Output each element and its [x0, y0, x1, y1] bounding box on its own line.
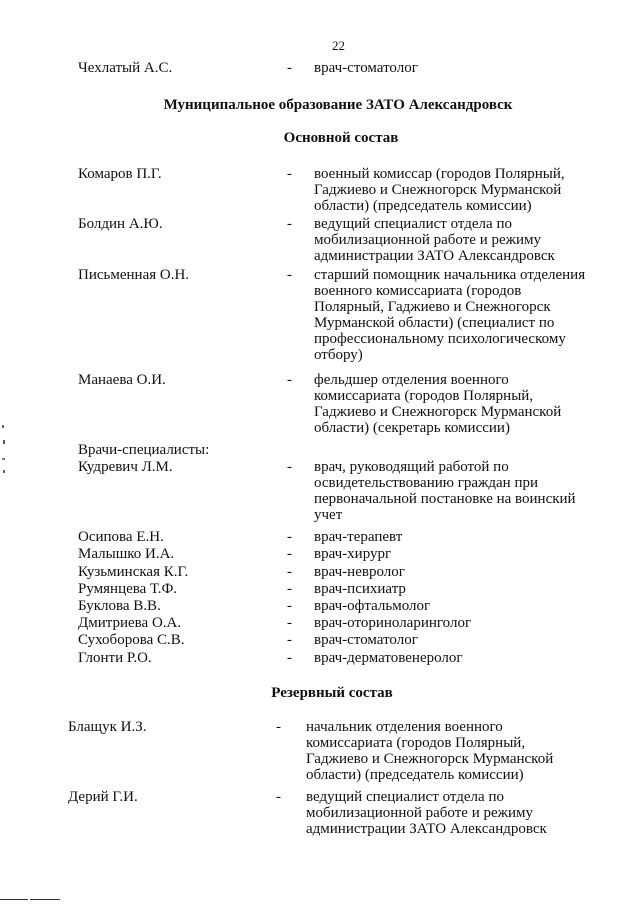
dash: -: [287, 372, 292, 388]
dash: -: [287, 615, 292, 631]
scan-artifact: [2, 420, 6, 480]
dash: -: [287, 529, 292, 545]
member-name: Болдин А.Ю.: [78, 216, 163, 232]
member-role: [314, 166, 614, 214]
dash: -: [287, 459, 292, 475]
dash: -: [287, 581, 292, 597]
doctor-name: Буклова В.В.: [78, 598, 161, 614]
dash: -: [287, 546, 292, 562]
member-role: [314, 459, 614, 523]
doctor-role: врач-невролог: [314, 564, 405, 580]
role-line: мобилизационной работе и режиму: [314, 232, 542, 248]
dash: -: [287, 60, 292, 76]
dash: -: [287, 216, 292, 232]
member-name: Дерий Г.И.: [68, 789, 138, 805]
role-line: Гаджиево и Снежногорск Мурманской: [306, 751, 554, 767]
doctor-name: Румянцева Т.Ф.: [78, 581, 178, 597]
dash: -: [276, 789, 281, 805]
doctor-role: врач-дерматовенеролог: [314, 650, 463, 666]
role-line: фельдшер отделения военного: [314, 372, 509, 388]
member-role: [306, 789, 606, 837]
doctor-name: Кузьминская К.Г.: [78, 564, 189, 580]
member-name: Письменная О.Н.: [78, 267, 190, 283]
role-line: области) (секретарь комиссии): [314, 420, 510, 436]
role-line: администрации ЗАТО Александровск: [314, 248, 555, 264]
member-name: Манаева О.И.: [78, 372, 166, 388]
scan-edge-line: [0, 899, 28, 900]
doctor-role: врач-стоматолог: [314, 632, 418, 648]
role-line: военный комиссар (городов Полярный,: [314, 166, 565, 182]
role-line: Гаджиево и Снежногорск Мурманской: [314, 182, 562, 198]
role-line: комиссариата (городов Полярный,: [314, 388, 534, 404]
doctor-role: врач-хирург: [314, 546, 392, 562]
member-name: Комаров П.Г.: [78, 166, 162, 182]
role-line: ведущий специалист отдела по: [306, 789, 504, 805]
member-role: [314, 216, 614, 264]
section-title: Муниципальное образование ЗАТО Александровск: [163, 97, 513, 113]
member-role: врач-стоматолог: [314, 60, 418, 76]
member-role: [314, 372, 614, 436]
role-line: ведущий специалист отдела по: [314, 216, 512, 232]
role-line: военного комиссариата (городов: [314, 283, 522, 299]
role-line: освидетельствованию граждан при: [314, 475, 539, 491]
doctor-role: врач-терапевт: [314, 529, 403, 545]
dash: -: [287, 598, 292, 614]
role-line: Гаджиево и Снежногорск Мурманской: [314, 404, 562, 420]
dash: -: [287, 166, 292, 182]
role-line: учет: [314, 507, 343, 523]
role-line: профессиональному психологическому: [314, 331, 566, 347]
doctor-name: Малышко И.А.: [78, 546, 175, 562]
doctor-role: врач-психиатр: [314, 581, 406, 597]
doctor-name: Дмитриева О.А.: [78, 615, 182, 631]
page-number: 22: [332, 38, 345, 53]
reserve-heading: Резервный состав: [271, 685, 393, 701]
doctor-name: Сухоборова С.В.: [78, 632, 185, 648]
role-line: отбору): [314, 347, 363, 363]
member-role: [314, 267, 614, 363]
member-name: Чехлатый А.С.: [78, 60, 173, 76]
role-line: администрации ЗАТО Александровск: [306, 821, 547, 837]
member-name: Кудревич Л.М.: [78, 459, 173, 475]
dash: -: [287, 632, 292, 648]
scan-edge-line: [30, 899, 60, 900]
role-line: области) (председатель комиссии): [314, 198, 532, 214]
role-line: Полярный, Гаджиево и Снежногорск: [314, 299, 551, 315]
member-name: Блащук И.З.: [68, 719, 147, 735]
doctor-role: врач-оториноларинголог: [314, 615, 472, 631]
doctor-name: Глонти Р.О.: [78, 650, 152, 666]
main-heading: Основной состав: [283, 130, 399, 146]
role-line: первоначальной постановке на воинский: [314, 491, 576, 507]
specialists-label: Врачи-специалисты:: [78, 442, 210, 458]
role-line: комиссариата (городов Полярный,: [306, 735, 526, 751]
role-line: мобилизационной работе и режиму: [306, 805, 534, 821]
role-line: области) (председатель комиссии): [306, 767, 524, 783]
member-role: [306, 719, 606, 783]
role-line: Мурманской области) (специалист по: [314, 315, 555, 331]
dash: -: [287, 650, 292, 666]
dash: -: [287, 564, 292, 580]
role-line: начальник отделения военного: [306, 719, 503, 735]
doctor-role: врач-офтальмолог: [314, 598, 431, 614]
role-line: старший помощник начальника отделения: [314, 267, 586, 283]
dash: -: [276, 719, 281, 735]
role-line: врач, руководящий работой по: [314, 459, 509, 475]
dash: -: [287, 267, 292, 283]
doctor-name: Осипова Е.Н.: [78, 529, 164, 545]
